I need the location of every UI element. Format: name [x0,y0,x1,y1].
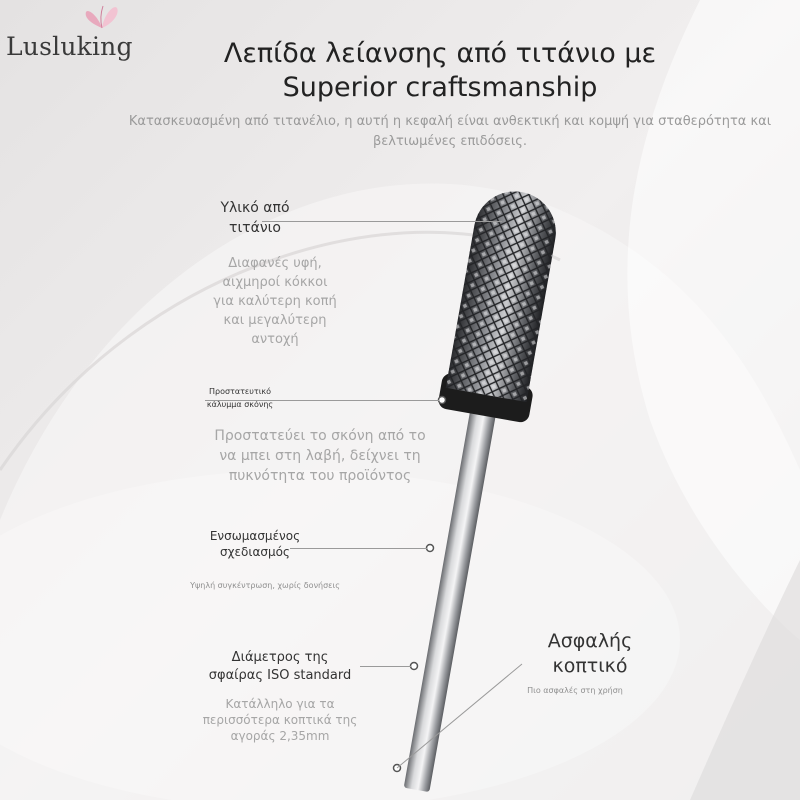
titanium-label [185,198,325,238]
diameter-desc-line: περισσότερα κοπτικά της [202,713,358,727]
safe-cutter-label [520,629,660,679]
titanium-leader [262,221,502,222]
dust-cover-label [180,385,300,411]
titanium-description [190,254,360,349]
diameter-desc-line: αγοράς 2,35mm [230,729,330,743]
dust-cover-label-line2: κάλυμμα σκόνης [206,400,274,409]
diameter-desc-line: Κατάλληλο για τα [225,697,335,711]
titanium-desc-line: Διαφανές υφή, [228,256,322,271]
dust-cover-desc-line: Προστατεύει το σκόνη από το [214,428,426,444]
titanium-desc-line: αντοχή [251,332,299,347]
titanium-label-line2: τιτάνιο [229,220,281,236]
butterfly-icon [84,2,120,34]
dust-cover-desc-line: πυκνότητα του προϊόντος [228,468,412,484]
titanium-desc-line: αιχμηροί κόκκοι [222,275,328,290]
integrated-leader [290,548,427,549]
diameter-label-line1: Διάμετρος της [231,650,329,665]
integrated-label-line1: Ενσωμασμένος [209,529,301,543]
diameter-description [190,696,370,744]
subtitle-line2: βελτιωμένες επιδόσεις. [372,134,528,149]
integrated-label-line2: σχεδιασμός [220,545,290,559]
diameter-label [190,649,370,685]
integrated-label [185,528,325,560]
diameter-leader [360,666,411,667]
page-title-line1: Λεπίδα λείανσης από τιτάνιο με [223,38,657,69]
brand-name: Lusluking [6,32,133,61]
page-title-line2: Superior craftsmanship [282,72,598,103]
dust-cover-leader [205,400,439,401]
diameter-label-line2: σφαίρας ISO standard [208,668,352,683]
titanium-desc-line: και μεγαλύτερη [223,313,327,328]
dust-cover-label-line1: Προστατευτικό [208,387,272,396]
safe-cutter-description: Πιο ασφαλές στη χρήση [527,686,623,695]
integrated-description: Υψηλή συγκέντρωση, χωρίς δονήσεις [190,581,340,590]
dust-cover-desc-line: να μπει στη λαβή, δείχνει τη [219,448,421,464]
titanium-label-line1: Υλικό από [220,200,290,216]
subtitle-line1: Κατασκευασμένη από τιτανέλιο, η αυτή η κεφαλή είναι ανθεκτική και κομψή για σταθερότητα και [128,114,772,129]
safe-cutter-label-line1: Ασφαλής [547,630,633,652]
safe-cutter-label-line2: κοπτικό [552,655,628,677]
dust-cover-description [190,426,450,486]
titanium-desc-line: για καλύτερη κοπή [213,294,337,309]
